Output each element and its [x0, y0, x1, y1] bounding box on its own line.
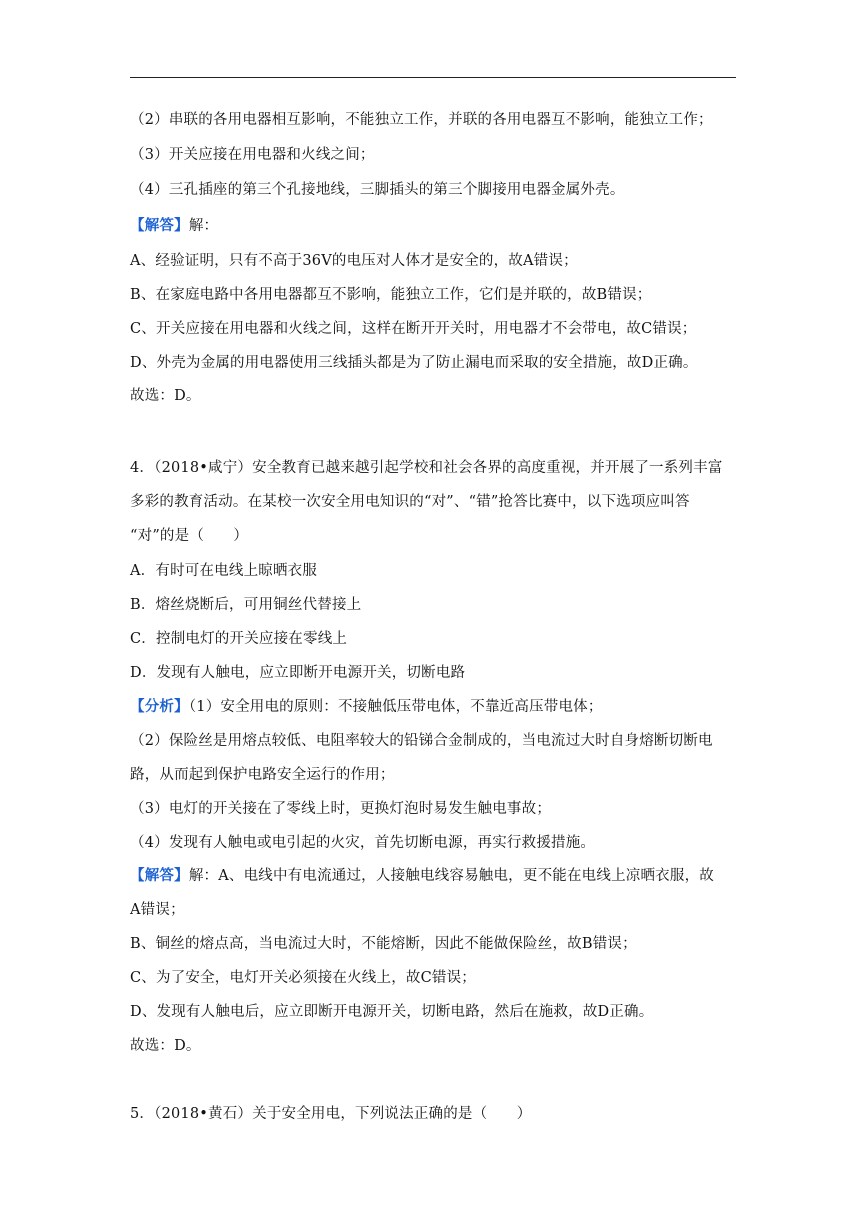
answer-text: 解：	[188, 218, 219, 234]
text-line: （4）三孔插座的第三个孔接地线，三脚插头的第三个脚接用电器金属外壳。	[130, 182, 625, 198]
text-line: B、铜丝的熔点高，当电流过大时，不能熔断，因此不能做保险丝，故B错误；	[130, 936, 637, 952]
text-line: 路，从而起到保护电路安全运行的作用；	[130, 767, 395, 783]
question-stem: 4．（2018•咸宁）安全教育已越来越引起学校和社会各界的高度重视，并开展了一系列丰富	[130, 460, 723, 476]
text-line: 故选：D。	[130, 1038, 201, 1054]
answer-heading	[130, 866, 714, 886]
question-stem: 多彩的教育活动。在某校一次安全用电知识的“对”、“错”抢答比赛中，以下选项应叫答	[130, 494, 690, 510]
question-stem: “对”的是（ ）	[130, 528, 249, 544]
text-line: （2）串联的各用电器相互影响，不能独立工作，并联的各用电器互不影响，能独立工作；	[130, 112, 713, 128]
text-line: D、外壳为金属的用电器使用三线插头都是为了防止漏电而采取的安全措施，故D正确。	[130, 355, 698, 371]
text-line: （4）发现有人触电或电引起的火灾，首先切断电源，再实行救援措施。	[130, 835, 596, 851]
option-b: B．熔丝烧断后，可用铜丝代替接上	[130, 597, 362, 613]
option-c: C．控制电灯的开关应接在零线上	[130, 631, 348, 647]
analysis-tag: 【分析】	[130, 698, 189, 715]
text-line: B、在家庭电路中各用电器都互不影响，能独立工作，它们是并联的，故B错误；	[130, 287, 652, 303]
text-line: （2）保险丝是用熔点较低、电阻率较大的铅锑合金制成的，当电流过大时自身熔断切断电	[130, 733, 713, 749]
analysis-text: （1）安全用电的原则：不接触低压带电体，不靠近高压带电体；	[188, 699, 603, 715]
text-line: C、开关应接在用电器和火线之间，这样在断开开关时，用电器才不会带电，故C错误；	[130, 321, 697, 337]
option-a: A．有时可在电线上晾晒衣服	[130, 563, 318, 579]
text-line: A、经验证明，只有不高于36V的电压对人体才是安全的，故A错误；	[130, 253, 578, 269]
text-line: A错误；	[130, 902, 185, 918]
analysis-heading	[130, 697, 603, 717]
text-line: D、发现有人触电后，应立即断开电源开关，切断电路，然后在施救，故D正确。	[130, 1004, 654, 1020]
answer-heading	[130, 216, 218, 236]
question-stem: 5．（2018•黄石）关于安全用电，下列说法正确的是（ ）	[130, 1106, 532, 1122]
text-line: （3）电灯的开关接在了零线上时，更换灯泡时易发生触电事故；	[130, 801, 552, 817]
answer-text: 解：A、电线中有电流通过，人接触电线容易触电，更不能在电线上凉晒衣服，故	[188, 868, 714, 884]
text-line: 故选：D。	[130, 388, 201, 404]
text-line: C、为了安全，电灯开关必须接在火线上，故C错误；	[130, 970, 476, 986]
header-rule	[130, 77, 736, 78]
answer-tag: 【解答】	[130, 217, 189, 234]
answer-tag: 【解答】	[130, 867, 189, 884]
text-line: （3）开关应接在用电器和火线之间；	[130, 147, 375, 163]
option-d: D．发现有人触电，应立即断开电源开关，切断电路	[130, 665, 466, 681]
